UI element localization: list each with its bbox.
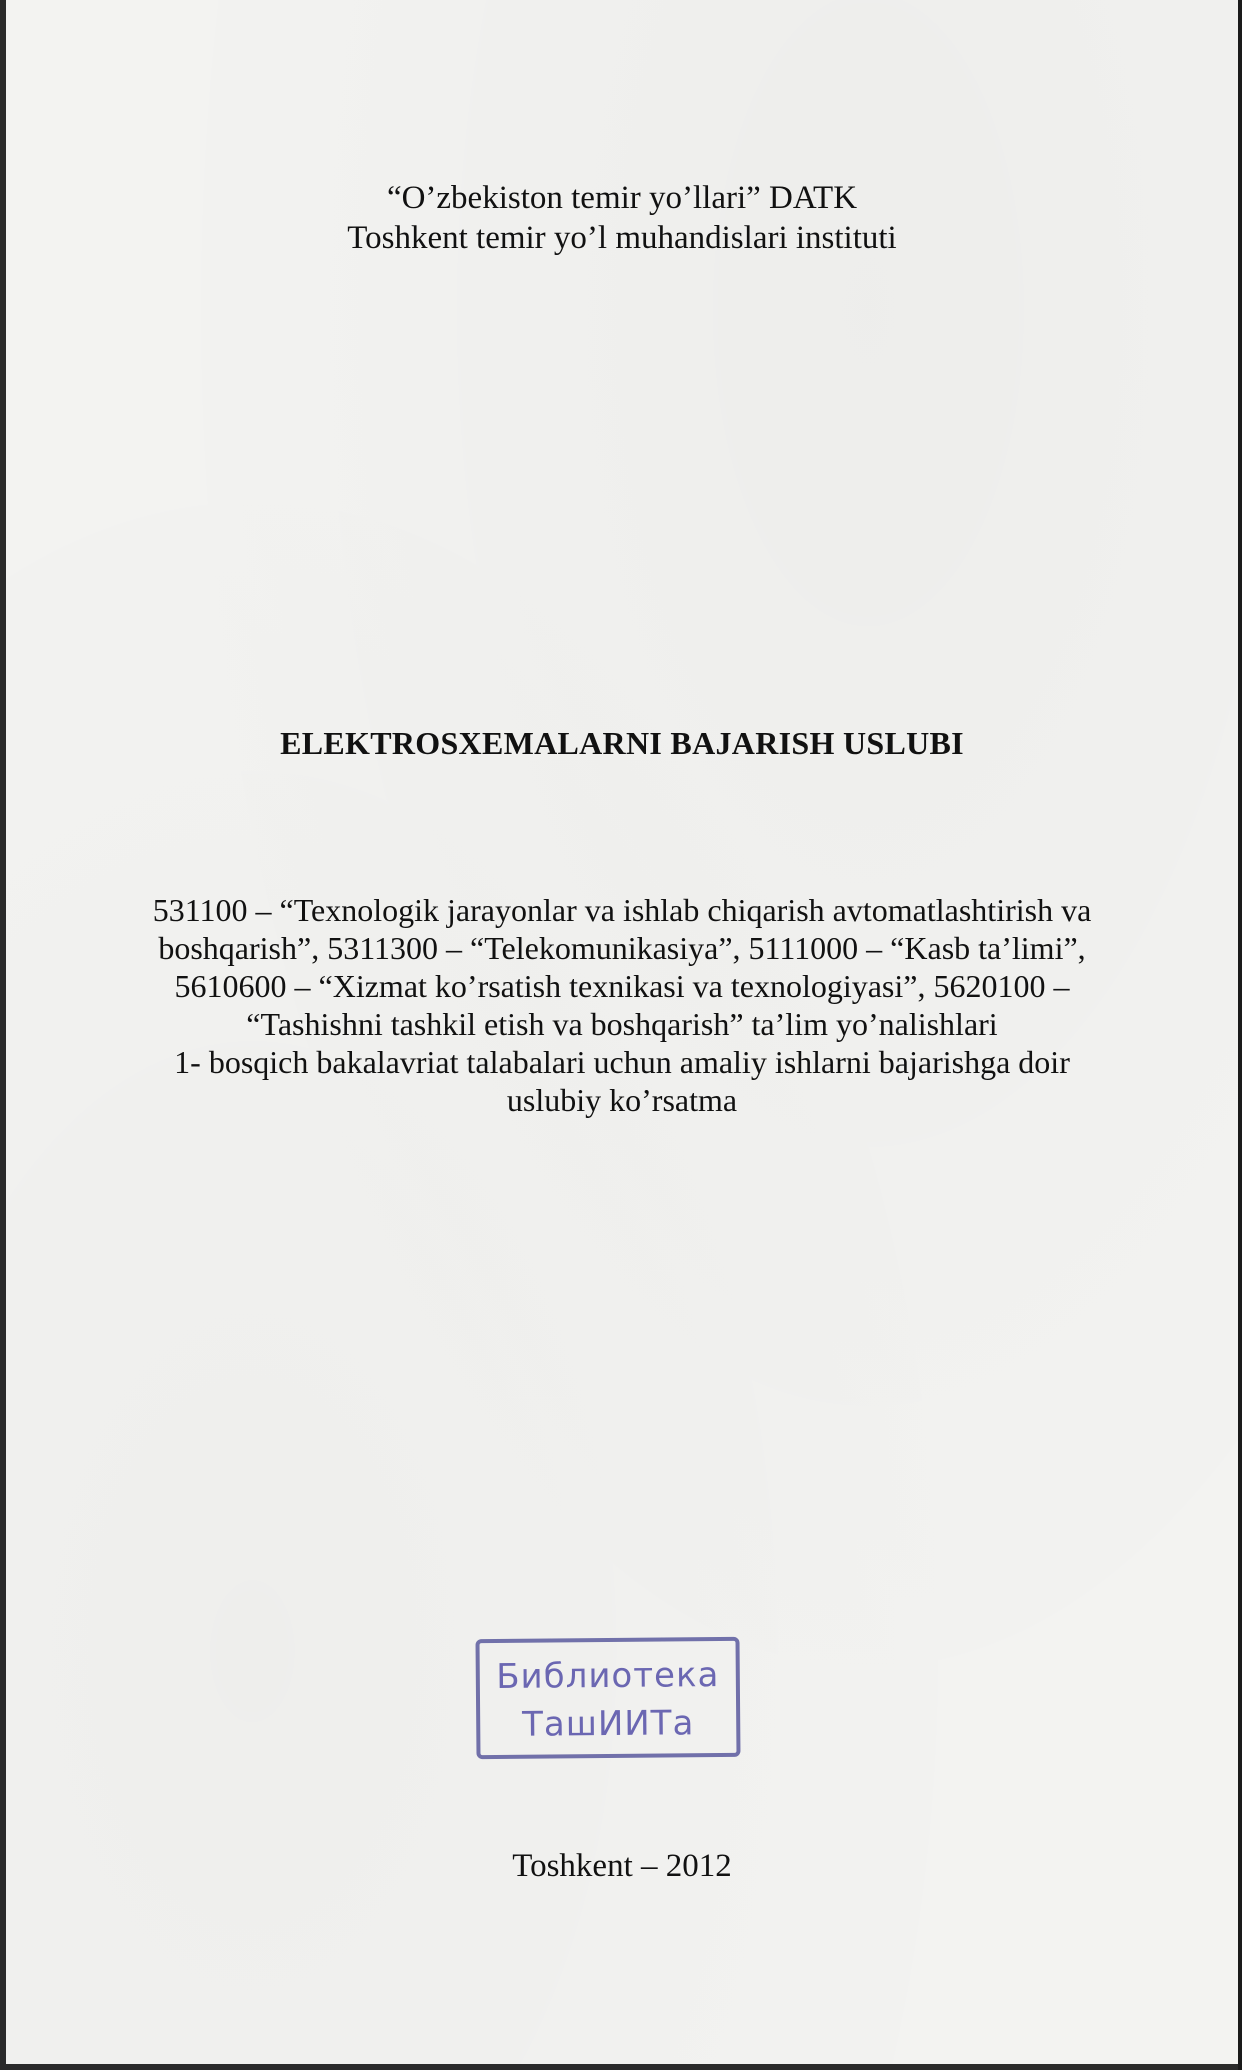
description-line: boshqarish”, 5311300 – “Telekomunikasiya”, 5111000 – “Kasb ta’limi”, <box>158 930 1086 966</box>
description-block <box>86 891 1158 1119</box>
description-line: 5610600 – “Xizmat ko’rsatish texnikasi va texnologiyasi”, 5620100 – <box>174 968 1070 1004</box>
page-edge <box>1238 0 1242 2070</box>
library-stamp <box>475 1637 740 1759</box>
organization-name: “O’zbekiston temir yo’llari” DATK <box>386 180 858 216</box>
document-title: ELEKTROSXEMALARNI BAJARISH USLUBI <box>280 725 964 761</box>
header <box>6 178 1238 258</box>
place-year: Toshkent – 2012 <box>512 1848 732 1884</box>
stamp-line-2: ТашИИТа <box>521 1703 695 1745</box>
institute-name: Toshkent temir yo’l muhandislari instituti <box>347 220 897 256</box>
description-line: 1- bosqich bakalavriat talabalari uchun amaliy ishlarni bajarishga doir <box>174 1044 1070 1080</box>
stamp-line-1: Библиотека <box>496 1655 720 1697</box>
description-line: 531100 – “Texnologik jarayonlar va ishlab chiqarish avtomatlashtirish va <box>152 892 1092 928</box>
description-line: “Tashishni tashkil etish va boshqarish” ta’lim yo’nalishlari <box>246 1006 998 1042</box>
description-line: uslubiy ko’rsatma <box>506 1082 738 1118</box>
document-page <box>6 0 1238 2064</box>
